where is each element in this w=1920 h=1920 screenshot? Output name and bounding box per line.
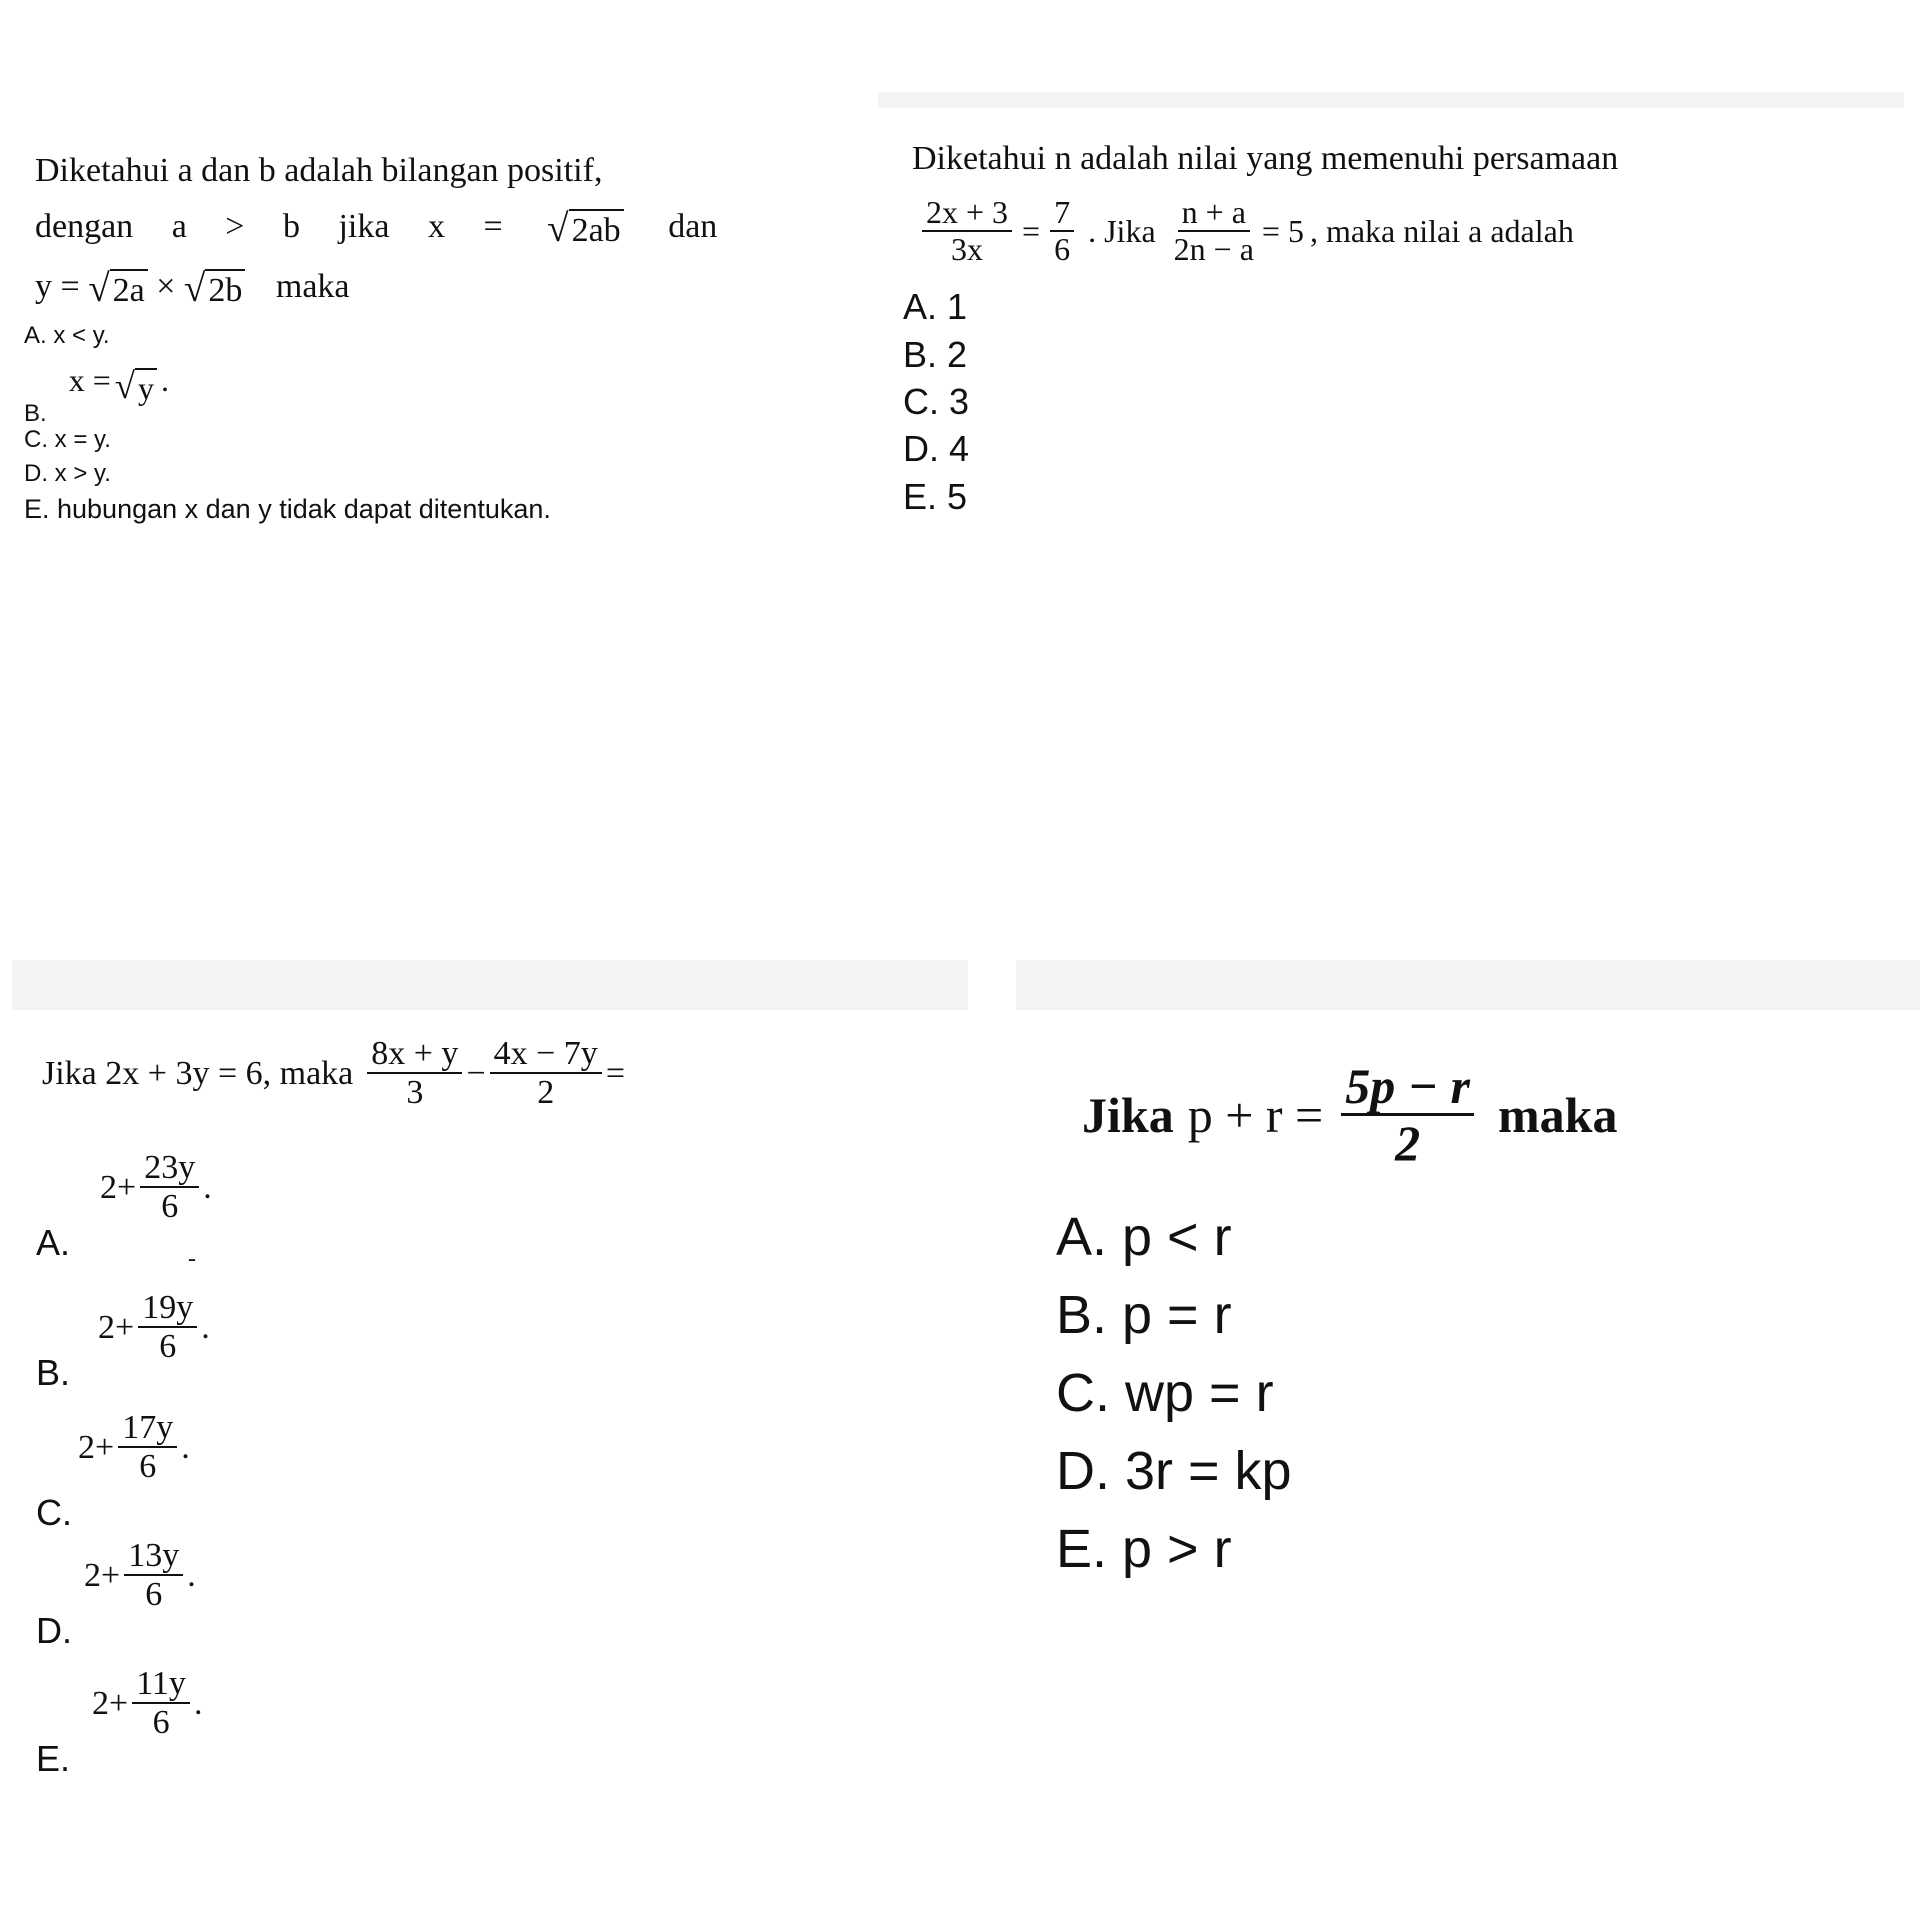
q3-option-a-label: A. bbox=[36, 1222, 71, 1263]
q2-frac-1-den: 3x bbox=[951, 230, 984, 267]
q1-line1: Diketahui a dan b adalah bilangan positif, bbox=[35, 152, 603, 189]
q3-frac-1 bbox=[367, 1036, 462, 1111]
q3-frac-2 bbox=[490, 1036, 602, 1111]
q3-option-c-label: C. bbox=[36, 1492, 72, 1533]
q1-option-e: E. hubungan x dan y tidak dapat ditentukan. bbox=[24, 494, 551, 524]
q1-sqrt-2b-content: 2b bbox=[205, 269, 245, 310]
q4-maka: maka bbox=[1498, 1087, 1618, 1144]
q1-sqrt-2ab-content: 2ab bbox=[569, 209, 624, 250]
q4-option-e: E. p > r bbox=[1056, 1519, 1232, 1579]
q4-prompt bbox=[1082, 1060, 1617, 1171]
q3-option-e-label: E. bbox=[36, 1738, 71, 1779]
q1-times: × bbox=[156, 268, 176, 305]
q3-prompt bbox=[42, 1036, 625, 1111]
q3-option-c-frac bbox=[118, 1410, 177, 1485]
q2-frac-2-den: 6 bbox=[1054, 230, 1071, 267]
q3-option-a-tail: . bbox=[203, 1168, 212, 1206]
q4-frac bbox=[1341, 1060, 1474, 1171]
q3-option-a-frac bbox=[140, 1150, 199, 1225]
q1-option-b bbox=[24, 362, 169, 427]
q4-option-a: A. p < r bbox=[1056, 1207, 1232, 1267]
q1-dengan: dengan bbox=[35, 208, 134, 245]
q3-option-e-num: 11y bbox=[132, 1666, 190, 1704]
q3-option-e-den: 6 bbox=[152, 1703, 170, 1741]
q3-option-e-tail: . bbox=[193, 1684, 203, 1722]
q1-sqrt-2a: √ 2a bbox=[88, 269, 148, 310]
q1-y: y bbox=[35, 268, 52, 305]
q1-option-a: A. x < y. bbox=[24, 322, 110, 349]
q1-line3 bbox=[35, 268, 350, 310]
q3-prefix: Jika 2x + 3y = 6, maka bbox=[42, 1054, 354, 1092]
q2-frac-1 bbox=[922, 196, 1012, 267]
q3-option-d-label: D. bbox=[36, 1610, 72, 1651]
q1-sqrt-2b: √ 2b bbox=[184, 269, 245, 310]
q1-x: x bbox=[427, 208, 445, 245]
q1-option-b-expr: x = bbox=[68, 362, 111, 398]
q2-frac-3 bbox=[1170, 196, 1258, 267]
q1-eq2: = bbox=[60, 268, 80, 305]
q3-frac-1-den: 3 bbox=[406, 1073, 424, 1111]
q1-maka: maka bbox=[275, 268, 350, 305]
q1-option-d: D. x > y. bbox=[24, 460, 111, 487]
q3-option-a-num: 23y bbox=[140, 1150, 199, 1188]
q3-option-b-tail: . bbox=[201, 1308, 210, 1346]
q2-option-d: D. 4 bbox=[903, 428, 970, 469]
q3-option-b-whole: 2+ bbox=[98, 1308, 135, 1346]
q3-option-a-whole: 2+ bbox=[100, 1168, 137, 1206]
q1-eq: = bbox=[483, 208, 503, 245]
q3-option-e-whole: 2+ bbox=[92, 1684, 129, 1722]
q3-option-a-den: 6 bbox=[161, 1187, 179, 1225]
q2-line2 bbox=[918, 196, 1574, 267]
q3-option-d-den: 6 bbox=[145, 1575, 163, 1613]
q1-option-b-tail: . bbox=[160, 362, 169, 398]
q3-frac-2-num: 4x − 7y bbox=[490, 1036, 602, 1074]
q1-option-b-sqrt-content: y bbox=[135, 368, 157, 407]
mid-right-bar bbox=[1016, 960, 1920, 1010]
q2-eq: = bbox=[1022, 212, 1041, 249]
q2-frac-2 bbox=[1050, 196, 1074, 267]
q3-option-d-num: 13y bbox=[124, 1538, 183, 1576]
q4-option-d: D. 3r = kp bbox=[1056, 1441, 1292, 1501]
q1-jika: jika bbox=[338, 208, 390, 245]
q1-line2 bbox=[35, 208, 717, 250]
q3-stray-mark: - bbox=[188, 1246, 196, 1272]
q1-sqrt-sign: √ bbox=[547, 206, 569, 250]
q3-option-c-whole: 2+ bbox=[78, 1428, 115, 1466]
q3-option-e-frac bbox=[132, 1666, 190, 1741]
q4-frac-num: 5p − r bbox=[1341, 1060, 1474, 1116]
q3-option-d-frac bbox=[124, 1538, 183, 1613]
q2-eq5: = 5 bbox=[1261, 212, 1304, 249]
q1-sqrt-2a-content: 2a bbox=[110, 269, 148, 310]
q3-option-b-num: 19y bbox=[138, 1290, 197, 1328]
q2-option-a: A. 1 bbox=[903, 286, 968, 327]
q4-frac-den: 2 bbox=[1395, 1114, 1421, 1171]
q2-frac-2-num: 7 bbox=[1050, 196, 1074, 232]
q3-option-d-whole: 2+ bbox=[84, 1556, 121, 1594]
q2-option-c: C. 3 bbox=[903, 381, 970, 422]
q1-option-b-sqrt: √ y bbox=[115, 368, 157, 407]
q3-option-c-tail: . bbox=[181, 1428, 190, 1466]
q3-option-b-frac bbox=[138, 1290, 197, 1365]
q1-a: a bbox=[171, 208, 187, 245]
q2-option-b: B. 2 bbox=[903, 334, 968, 375]
q4-lhs: p + r = bbox=[1187, 1087, 1324, 1144]
q3-frac-2-den: 2 bbox=[537, 1073, 555, 1111]
top-right-bar bbox=[878, 92, 1904, 108]
q1-option-b-label: B. bbox=[24, 400, 47, 427]
q1-gt: > bbox=[225, 208, 245, 245]
q2-jika: . Jika bbox=[1088, 212, 1156, 249]
mid-left-bar bbox=[12, 960, 968, 1010]
q2-line1: Diketahui n adalah nilai yang memenuhi persamaan bbox=[912, 140, 1619, 177]
q3-minus: − bbox=[466, 1054, 486, 1092]
q2-frac-1-num: 2x + 3 bbox=[922, 196, 1012, 232]
q3-option-c-den: 6 bbox=[139, 1447, 157, 1485]
q3-option-b-label: B. bbox=[36, 1352, 71, 1393]
q4-option-c: C. wp = r bbox=[1056, 1363, 1274, 1423]
q3-option-c-num: 17y bbox=[118, 1410, 177, 1448]
q1-dan: dan bbox=[668, 208, 718, 245]
q4-jika: Jika bbox=[1082, 1087, 1174, 1144]
q1-sqrt-2ab bbox=[547, 206, 624, 250]
q1-option-c: C. x = y. bbox=[24, 426, 111, 453]
q1-b: b bbox=[282, 208, 300, 245]
q3-option-b-den: 6 bbox=[159, 1327, 177, 1365]
q2-frac-3-num: n + a bbox=[1178, 196, 1250, 232]
q2-frac-3-den: 2n − a bbox=[1173, 230, 1254, 267]
q4-option-b: B. p = r bbox=[1056, 1285, 1232, 1345]
q2-option-e: E. 5 bbox=[903, 476, 968, 517]
q2-tail: , maka nilai a adalah bbox=[1309, 212, 1574, 249]
q3-eq: = bbox=[605, 1054, 625, 1092]
q3-frac-1-num: 8x + y bbox=[367, 1036, 462, 1074]
q3-option-d-tail: . bbox=[187, 1556, 196, 1594]
